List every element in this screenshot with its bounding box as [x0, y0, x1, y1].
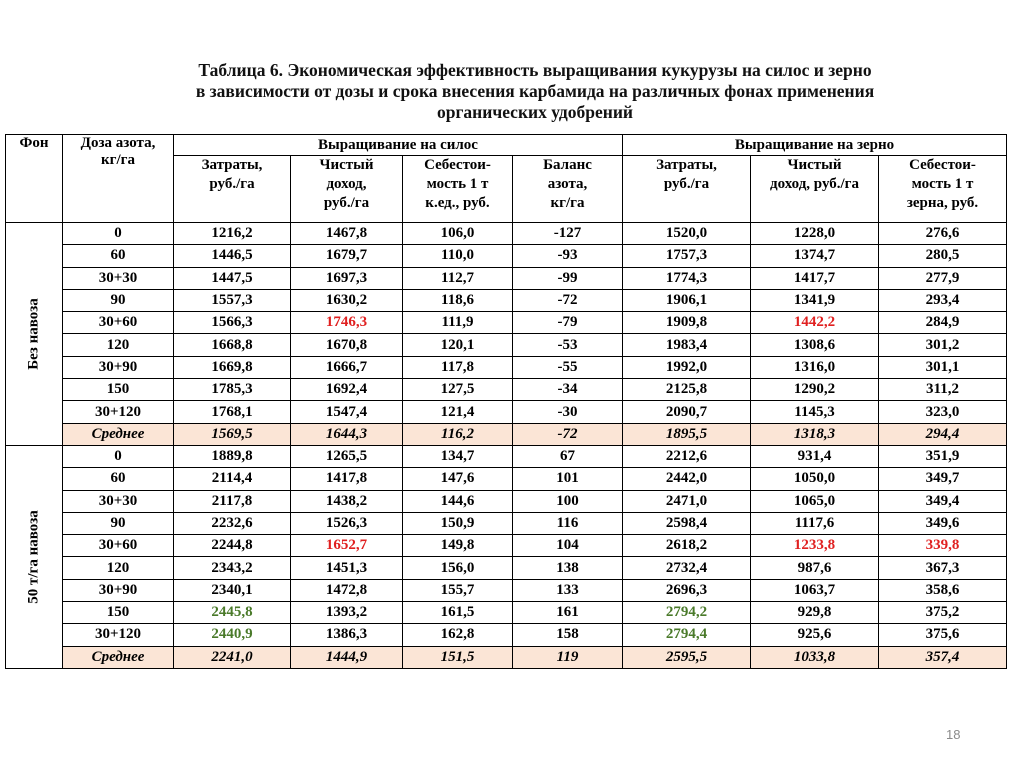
table-cell: 2117,8 — [174, 490, 291, 512]
table-cell: 67 — [513, 445, 623, 467]
header-grain-cost — [623, 156, 751, 223]
table-cell: 1233,8 — [751, 535, 879, 557]
table-cell: 138 — [513, 557, 623, 579]
table-cell: 2244,8 — [174, 535, 291, 557]
header-text: руб./га — [663, 176, 710, 192]
table-cell: 162,8 — [403, 624, 513, 646]
table-cell: -127 — [513, 223, 623, 245]
table-cell: 2241,0 — [174, 646, 291, 668]
header-text: к.ед., руб. — [425, 195, 490, 211]
table-row — [6, 312, 1007, 334]
fon-group-label: 50 т/га навоза — [25, 510, 42, 604]
table-cell: 1386,3 — [291, 624, 403, 646]
table-row — [6, 356, 1007, 378]
table-cell: -79 — [513, 312, 623, 334]
table-cell: 117,8 — [403, 356, 513, 378]
header-text: Чистый — [319, 157, 374, 173]
table-cell: 1265,5 — [291, 445, 403, 467]
table-cell: 349,7 — [879, 468, 1007, 490]
header-grain-prime-cost — [879, 156, 1007, 223]
table-cell: 127,5 — [403, 379, 513, 401]
table-cell: 1889,8 — [174, 445, 291, 467]
table-cell: 2618,2 — [623, 535, 751, 557]
header-text: мость 1 т — [426, 176, 489, 192]
table-cell: -34 — [513, 379, 623, 401]
table-cell: 349,6 — [879, 512, 1007, 534]
table-body — [6, 223, 1007, 669]
table-cell: 120,1 — [403, 334, 513, 356]
table-cell: 1318,3 — [751, 423, 879, 445]
dose-cell: 0 — [63, 223, 174, 245]
table-cell: 2598,4 — [623, 512, 751, 534]
dose-cell: 30+30 — [63, 490, 174, 512]
table-cell: 1447,5 — [174, 267, 291, 289]
dose-cell: 60 — [63, 468, 174, 490]
table-cell: 2595,5 — [623, 646, 751, 668]
table-cell: 1393,2 — [291, 602, 403, 624]
header-text: Себестои- — [909, 157, 976, 173]
table-cell: 149,8 — [403, 535, 513, 557]
table-cell: 925,6 — [751, 624, 879, 646]
dose-cell: 30+90 — [63, 356, 174, 378]
header-text: доход, — [326, 176, 367, 192]
table-cell: 277,9 — [879, 267, 1007, 289]
table-cell: 929,8 — [751, 602, 879, 624]
table-cell: 1290,2 — [751, 379, 879, 401]
table-cell: 1746,3 — [291, 312, 403, 334]
header-silage-income — [291, 156, 403, 223]
table-cell: 1446,5 — [174, 245, 291, 267]
efficiency-table — [5, 134, 1007, 669]
table-cell: 1906,1 — [623, 289, 751, 311]
table-cell: -72 — [513, 423, 623, 445]
table-cell: 301,1 — [879, 356, 1007, 378]
header-dose-line1: Доза азота, — [80, 135, 156, 151]
dose-cell: 30+90 — [63, 579, 174, 601]
header-text: Затраты, — [201, 157, 263, 173]
dose-cell: 30+120 — [63, 624, 174, 646]
table-cell: 2090,7 — [623, 401, 751, 423]
table-row — [6, 490, 1007, 512]
table-cell: 2232,6 — [174, 512, 291, 534]
table-cell: 2794,2 — [623, 602, 751, 624]
title-line-3: органических удобрений — [436, 102, 633, 122]
table-cell: 1630,2 — [291, 289, 403, 311]
table-cell: 2696,3 — [623, 579, 751, 601]
table-row — [6, 579, 1007, 601]
table-cell: 1228,0 — [751, 223, 879, 245]
header-nitrogen-balance — [513, 156, 623, 223]
dose-cell: 30+120 — [63, 401, 174, 423]
table-row — [6, 334, 1007, 356]
header-grain-group: Выращивание на зерно — [623, 135, 1007, 156]
header-text: доход, руб./га — [770, 176, 859, 192]
table-cell: 116 — [513, 512, 623, 534]
average-row — [6, 646, 1007, 668]
table-row — [6, 223, 1007, 245]
table-cell: 161,5 — [403, 602, 513, 624]
table-cell: 339,8 — [879, 535, 1007, 557]
table-cell: 134,7 — [403, 445, 513, 467]
table-cell: 2125,8 — [623, 379, 751, 401]
table-cell: 1669,8 — [174, 356, 291, 378]
table-cell: 1438,2 — [291, 490, 403, 512]
table-cell: 294,4 — [879, 423, 1007, 445]
table-cell: 1652,7 — [291, 535, 403, 557]
table-cell: 1566,3 — [174, 312, 291, 334]
table-cell: 1444,9 — [291, 646, 403, 668]
table-cell: 110,0 — [403, 245, 513, 267]
table-cell: -72 — [513, 289, 623, 311]
table-cell: 2732,4 — [623, 557, 751, 579]
table-cell: 2445,8 — [174, 602, 291, 624]
table-cell: 301,2 — [879, 334, 1007, 356]
dose-cell: Среднее — [63, 646, 174, 668]
table-cell: 1774,3 — [623, 267, 751, 289]
table-cell: 987,6 — [751, 557, 879, 579]
header-fon: Фон — [6, 135, 63, 223]
table-cell: 1033,8 — [751, 646, 879, 668]
table-cell: 1895,5 — [623, 423, 751, 445]
table-cell: 116,2 — [403, 423, 513, 445]
table-cell: 1308,6 — [751, 334, 879, 356]
table-cell: 121,4 — [403, 401, 513, 423]
table-row — [6, 289, 1007, 311]
table-cell: 101 — [513, 468, 623, 490]
table-title — [60, 60, 1010, 123]
table-cell: 1117,6 — [751, 512, 879, 534]
table-cell: 1467,8 — [291, 223, 403, 245]
table-cell: -99 — [513, 267, 623, 289]
table-cell: 2114,4 — [174, 468, 291, 490]
table-cell: 1547,4 — [291, 401, 403, 423]
table-row — [6, 401, 1007, 423]
table-cell: 1451,3 — [291, 557, 403, 579]
header-text: руб./га — [323, 195, 370, 211]
title-line-2: в зависимости от дозы и срока внесения карбамида на различных фонах применения — [195, 81, 875, 101]
table-cell: 1757,3 — [623, 245, 751, 267]
table-cell: 158 — [513, 624, 623, 646]
table-cell: 351,9 — [879, 445, 1007, 467]
table-cell: 1472,8 — [291, 579, 403, 601]
table-cell: 2340,1 — [174, 579, 291, 601]
table-cell: -53 — [513, 334, 623, 356]
table-cell: 1785,3 — [174, 379, 291, 401]
header-text: Чистый — [787, 157, 842, 173]
table-cell: 147,6 — [403, 468, 513, 490]
dose-cell: 0 — [63, 445, 174, 467]
table-row — [6, 267, 1007, 289]
table-cell: 1983,4 — [623, 334, 751, 356]
table-cell: 375,2 — [879, 602, 1007, 624]
dose-cell: 150 — [63, 379, 174, 401]
table-cell: 1526,3 — [291, 512, 403, 534]
dose-cell: 30+30 — [63, 267, 174, 289]
table-cell: 2442,0 — [623, 468, 751, 490]
table-cell: 1145,3 — [751, 401, 879, 423]
header-dose — [63, 135, 174, 223]
table-cell: 156,0 — [403, 557, 513, 579]
dose-cell: 150 — [63, 602, 174, 624]
header-silage-group: Выращивание на силос — [174, 135, 623, 156]
table-cell: 284,9 — [879, 312, 1007, 334]
table-row — [6, 557, 1007, 579]
fon-group-cell — [6, 445, 63, 668]
header-text: руб./га — [209, 176, 255, 192]
table-cell: 1557,3 — [174, 289, 291, 311]
table-cell: 1063,7 — [751, 579, 879, 601]
table-cell: 1909,8 — [623, 312, 751, 334]
table-cell: 144,6 — [403, 490, 513, 512]
table-cell: 112,7 — [403, 267, 513, 289]
header-dose-line2: кг/га — [101, 152, 135, 168]
header-silage-cost — [174, 156, 291, 223]
table-cell: 1374,7 — [751, 245, 879, 267]
dose-cell: 90 — [63, 289, 174, 311]
table-cell: 119 — [513, 646, 623, 668]
fon-group-label: Без навоза — [25, 298, 42, 370]
table-cell: 161 — [513, 602, 623, 624]
table-cell: 1316,0 — [751, 356, 879, 378]
header-text: кг/га — [550, 195, 585, 211]
table-cell: 276,6 — [879, 223, 1007, 245]
table-cell: -55 — [513, 356, 623, 378]
table-cell: 106,0 — [403, 223, 513, 245]
table-cell: 1679,7 — [291, 245, 403, 267]
header-silage-prime-cost — [403, 156, 513, 223]
table-cell: 1697,3 — [291, 267, 403, 289]
dose-cell: 90 — [63, 512, 174, 534]
table-cell: 133 — [513, 579, 623, 601]
header-text: Баланс — [543, 157, 592, 173]
average-row — [6, 423, 1007, 445]
table-cell: 1692,4 — [291, 379, 403, 401]
dose-cell: Среднее — [63, 423, 174, 445]
fon-group-cell — [6, 223, 63, 446]
table-cell: 1644,3 — [291, 423, 403, 445]
table-cell: 1670,8 — [291, 334, 403, 356]
table-row — [6, 624, 1007, 646]
table-cell: 1417,7 — [751, 267, 879, 289]
table-cell: 151,5 — [403, 646, 513, 668]
table-cell: 1442,2 — [751, 312, 879, 334]
title-line-1: Таблица 6. Экономическая эффективность выращивания кукурузы на силос и зерно — [198, 60, 872, 80]
table-cell: -93 — [513, 245, 623, 267]
header-text: азота, — [547, 176, 588, 192]
table-cell: 111,9 — [403, 312, 513, 334]
table-row — [6, 445, 1007, 467]
table-cell: 293,4 — [879, 289, 1007, 311]
table-cell: 357,4 — [879, 646, 1007, 668]
dose-cell: 120 — [63, 557, 174, 579]
table-cell: -30 — [513, 401, 623, 423]
table-row — [6, 379, 1007, 401]
table-row — [6, 468, 1007, 490]
table-cell: 375,6 — [879, 624, 1007, 646]
table-row — [6, 535, 1007, 557]
table-row — [6, 245, 1007, 267]
dose-cell: 30+60 — [63, 312, 174, 334]
dose-cell: 120 — [63, 334, 174, 356]
table-cell: 1569,5 — [174, 423, 291, 445]
table-cell: 349,4 — [879, 490, 1007, 512]
table-cell: 1065,0 — [751, 490, 879, 512]
table-cell: 1417,8 — [291, 468, 403, 490]
table-row — [6, 602, 1007, 624]
header-text: мость 1 т — [911, 176, 974, 192]
table-cell: 2343,2 — [174, 557, 291, 579]
table-cell: 2212,6 — [623, 445, 751, 467]
table-cell: 100 — [513, 490, 623, 512]
header-grain-income — [751, 156, 879, 223]
table-cell: 2794,4 — [623, 624, 751, 646]
dose-cell: 30+60 — [63, 535, 174, 557]
table-cell: 1050,0 — [751, 468, 879, 490]
table-cell: 931,4 — [751, 445, 879, 467]
table-cell: 104 — [513, 535, 623, 557]
table-cell: 118,6 — [403, 289, 513, 311]
table-cell: 311,2 — [879, 379, 1007, 401]
table-cell: 1341,9 — [751, 289, 879, 311]
table-cell: 280,5 — [879, 245, 1007, 267]
dose-cell: 60 — [63, 245, 174, 267]
table-cell: 1768,1 — [174, 401, 291, 423]
table-cell: 1666,7 — [291, 356, 403, 378]
table-cell: 2471,0 — [623, 490, 751, 512]
table-cell: 155,7 — [403, 579, 513, 601]
table-row — [6, 512, 1007, 534]
table-cell: 1992,0 — [623, 356, 751, 378]
header-text: Себестои- — [424, 157, 491, 173]
header-text: Затраты, — [656, 157, 717, 173]
header-text: зерна, руб. — [906, 195, 979, 211]
table-cell: 2440,9 — [174, 624, 291, 646]
table-cell: 367,3 — [879, 557, 1007, 579]
table-cell: 150,9 — [403, 512, 513, 534]
page-number: 18 — [946, 727, 961, 742]
table-cell: 323,0 — [879, 401, 1007, 423]
table-cell: 1668,8 — [174, 334, 291, 356]
table-cell: 1520,0 — [623, 223, 751, 245]
table-cell: 1216,2 — [174, 223, 291, 245]
table-cell: 358,6 — [879, 579, 1007, 601]
